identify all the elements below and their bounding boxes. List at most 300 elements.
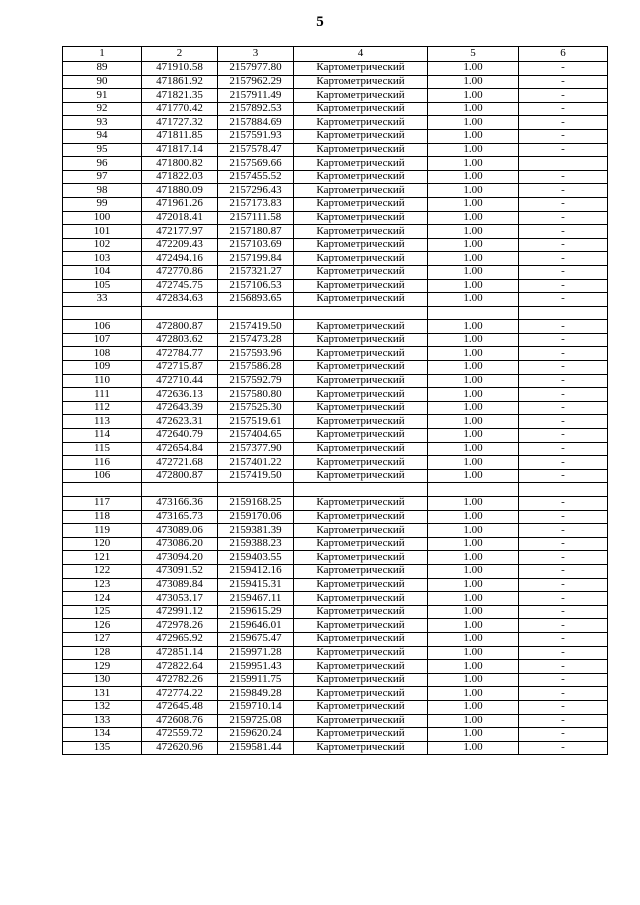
cell-method: Картометрический <box>294 605 428 619</box>
cell-note: - <box>519 497 608 511</box>
cell-x-coordinate: 472822.64 <box>142 660 218 674</box>
cell-point-number: 92 <box>63 102 142 116</box>
cell-accuracy: 1.00 <box>428 714 519 728</box>
cell-y-coordinate: 2157419.50 <box>218 469 294 483</box>
cell-x-coordinate: 472623.31 <box>142 415 218 429</box>
cell-method <box>294 483 428 497</box>
header-col-1: 1 <box>63 47 142 62</box>
cell-accuracy: 1.00 <box>428 129 519 143</box>
cell-y-coordinate: 2157569.66 <box>218 157 294 171</box>
cell-accuracy: 1.00 <box>428 225 519 239</box>
cell-method: Картометрический <box>294 143 428 157</box>
cell-point-number <box>63 306 142 320</box>
cell-point-number: 127 <box>63 632 142 646</box>
table-row <box>63 361 608 375</box>
cell-x-coordinate: 472645.48 <box>142 700 218 714</box>
cell-y-coordinate: 2159620.24 <box>218 728 294 742</box>
cell-method: Картометрический <box>294 279 428 293</box>
table-header-row <box>63 47 608 62</box>
cell-note: - <box>519 333 608 347</box>
cell-y-coordinate: 2156893.65 <box>218 293 294 307</box>
table-row <box>63 619 608 633</box>
table-row <box>63 741 608 755</box>
cell-method: Картометрический <box>294 102 428 116</box>
cell-note <box>519 306 608 320</box>
cell-method: Картометрический <box>294 741 428 755</box>
cell-note: - <box>519 89 608 103</box>
cell-note: - <box>519 687 608 701</box>
cell-point-number: 131 <box>63 687 142 701</box>
cell-method: Картометрический <box>294 456 428 470</box>
table-row <box>63 75 608 89</box>
cell-y-coordinate <box>218 306 294 320</box>
coordinates-table <box>62 46 608 755</box>
cell-point-number: 132 <box>63 700 142 714</box>
cell-accuracy <box>428 483 519 497</box>
cell-note: - <box>519 279 608 293</box>
cell-y-coordinate: 2159388.23 <box>218 537 294 551</box>
cell-y-coordinate: 2159725.08 <box>218 714 294 728</box>
cell-note: - <box>519 143 608 157</box>
cell-y-coordinate: 2157180.87 <box>218 225 294 239</box>
cell-note: - <box>519 510 608 524</box>
cell-y-coordinate: 2157525.30 <box>218 401 294 415</box>
cell-x-coordinate: 473091.52 <box>142 564 218 578</box>
cell-y-coordinate: 2159467.11 <box>218 592 294 606</box>
cell-method: Картометрический <box>294 333 428 347</box>
cell-point-number: 102 <box>63 238 142 252</box>
cell-note: - <box>519 102 608 116</box>
cell-y-coordinate: 2159710.14 <box>218 700 294 714</box>
table-row <box>63 279 608 293</box>
cell-x-coordinate: 472209.43 <box>142 238 218 252</box>
cell-point-number: 129 <box>63 660 142 674</box>
cell-point-number: 108 <box>63 347 142 361</box>
table-row <box>63 347 608 361</box>
cell-note: - <box>519 197 608 211</box>
table-row <box>63 456 608 470</box>
table-row <box>63 687 608 701</box>
cell-point-number: 110 <box>63 374 142 388</box>
cell-x-coordinate: 472559.72 <box>142 728 218 742</box>
cell-y-coordinate: 2159849.28 <box>218 687 294 701</box>
cell-note: - <box>519 578 608 592</box>
cell-note: - <box>519 415 608 429</box>
cell-accuracy: 1.00 <box>428 564 519 578</box>
table-row <box>63 415 608 429</box>
cell-x-coordinate: 473089.06 <box>142 524 218 538</box>
cell-point-number: 109 <box>63 361 142 375</box>
cell-accuracy: 1.00 <box>428 429 519 443</box>
cell-method: Картометрический <box>294 564 428 578</box>
cell-x-coordinate: 473086.20 <box>142 537 218 551</box>
cell-accuracy: 1.00 <box>428 592 519 606</box>
cell-x-coordinate: 471800.82 <box>142 157 218 171</box>
cell-accuracy: 1.00 <box>428 687 519 701</box>
table-row <box>63 62 608 76</box>
cell-point-number: 101 <box>63 225 142 239</box>
cell-y-coordinate: 2157578.47 <box>218 143 294 157</box>
cell-y-coordinate: 2157377.90 <box>218 442 294 456</box>
table-row <box>63 388 608 402</box>
cell-accuracy: 1.00 <box>428 143 519 157</box>
cell-point-number: 105 <box>63 279 142 293</box>
cell-method: Картометрический <box>294 265 428 279</box>
cell-x-coordinate: 472784.77 <box>142 347 218 361</box>
cell-method: Картометрический <box>294 170 428 184</box>
cell-note: - <box>519 347 608 361</box>
cell-accuracy: 1.00 <box>428 75 519 89</box>
cell-x-coordinate <box>142 483 218 497</box>
cell-x-coordinate: 472640.79 <box>142 429 218 443</box>
table-row <box>63 306 608 320</box>
cell-note: - <box>519 361 608 375</box>
cell-x-coordinate: 472715.87 <box>142 361 218 375</box>
cell-y-coordinate: 2157401.22 <box>218 456 294 470</box>
table-row <box>63 578 608 592</box>
cell-accuracy: 1.00 <box>428 252 519 266</box>
table-row <box>63 116 608 130</box>
cell-note: - <box>519 632 608 646</box>
cell-method: Картометрический <box>294 592 428 606</box>
cell-accuracy: 1.00 <box>428 605 519 619</box>
table-row <box>63 442 608 456</box>
cell-method: Картометрический <box>294 714 428 728</box>
cell-method: Картометрический <box>294 619 428 633</box>
cell-accuracy: 1.00 <box>428 632 519 646</box>
cell-method: Картометрический <box>294 62 428 76</box>
cell-x-coordinate: 473053.17 <box>142 592 218 606</box>
cell-note <box>519 483 608 497</box>
cell-accuracy: 1.00 <box>428 524 519 538</box>
cell-accuracy: 1.00 <box>428 469 519 483</box>
cell-accuracy: 1.00 <box>428 211 519 225</box>
cell-point-number: 104 <box>63 265 142 279</box>
cell-note: - <box>519 469 608 483</box>
cell-x-coordinate: 471822.03 <box>142 170 218 184</box>
cell-x-coordinate: 472745.75 <box>142 279 218 293</box>
cell-y-coordinate: 2159168.25 <box>218 497 294 511</box>
table-row <box>63 265 608 279</box>
cell-point-number: 33 <box>63 293 142 307</box>
cell-method: Картометрический <box>294 116 428 130</box>
cell-x-coordinate: 472965.92 <box>142 632 218 646</box>
cell-point-number: 118 <box>63 510 142 524</box>
cell-method: Картометрический <box>294 510 428 524</box>
cell-accuracy: 1.00 <box>428 497 519 511</box>
table-row <box>63 102 608 116</box>
cell-note: - <box>519 537 608 551</box>
cell-method: Картометрический <box>294 429 428 443</box>
cell-y-coordinate: 2157111.58 <box>218 211 294 225</box>
cell-note: - <box>519 374 608 388</box>
cell-point-number: 89 <box>63 62 142 76</box>
cell-x-coordinate: 472643.39 <box>142 401 218 415</box>
cell-accuracy: 1.00 <box>428 646 519 660</box>
cell-y-coordinate <box>218 483 294 497</box>
cell-method: Картометрический <box>294 469 428 483</box>
cell-point-number: 96 <box>63 157 142 171</box>
cell-accuracy: 1.00 <box>428 619 519 633</box>
cell-point-number: 107 <box>63 333 142 347</box>
cell-method: Картометрический <box>294 320 428 334</box>
cell-point-number: 130 <box>63 673 142 687</box>
cell-point-number: 135 <box>63 741 142 755</box>
cell-note: - <box>519 442 608 456</box>
cell-x-coordinate: 471727.32 <box>142 116 218 130</box>
cell-y-coordinate: 2157580.80 <box>218 388 294 402</box>
table-row <box>63 592 608 606</box>
cell-method: Картометрический <box>294 442 428 456</box>
cell-y-coordinate: 2157586.28 <box>218 361 294 375</box>
cell-point-number <box>63 483 142 497</box>
cell-point-number: 106 <box>63 320 142 334</box>
cell-note: - <box>519 741 608 755</box>
cell-accuracy: 1.00 <box>428 102 519 116</box>
cell-accuracy: 1.00 <box>428 401 519 415</box>
cell-accuracy <box>428 306 519 320</box>
cell-accuracy: 1.00 <box>428 388 519 402</box>
cell-method: Картометрический <box>294 374 428 388</box>
cell-x-coordinate: 471880.09 <box>142 184 218 198</box>
cell-y-coordinate: 2157455.52 <box>218 170 294 184</box>
cell-method: Картометрический <box>294 537 428 551</box>
cell-method: Картометрический <box>294 700 428 714</box>
cell-x-coordinate: 472774.22 <box>142 687 218 701</box>
cell-x-coordinate: 471770.42 <box>142 102 218 116</box>
cell-x-coordinate: 472991.12 <box>142 605 218 619</box>
table-row <box>63 673 608 687</box>
table-row <box>63 184 608 198</box>
cell-note: - <box>519 252 608 266</box>
cell-method: Картометрический <box>294 293 428 307</box>
cell-x-coordinate: 471910.58 <box>142 62 218 76</box>
cell-accuracy: 1.00 <box>428 265 519 279</box>
cell-point-number: 128 <box>63 646 142 660</box>
page-number: 5 <box>316 14 324 30</box>
table-row <box>63 728 608 742</box>
cell-accuracy: 1.00 <box>428 442 519 456</box>
cell-method: Картометрический <box>294 687 428 701</box>
cell-point-number: 126 <box>63 619 142 633</box>
cell-accuracy: 1.00 <box>428 537 519 551</box>
table-row <box>63 143 608 157</box>
cell-method: Картометрический <box>294 347 428 361</box>
cell-x-coordinate <box>142 306 218 320</box>
cell-x-coordinate: 471811.85 <box>142 129 218 143</box>
table-row <box>63 700 608 714</box>
cell-method: Картометрический <box>294 238 428 252</box>
cell-point-number: 119 <box>63 524 142 538</box>
table-row <box>63 129 608 143</box>
cell-method: Картометрический <box>294 75 428 89</box>
table-row <box>63 605 608 619</box>
cell-point-number: 106 <box>63 469 142 483</box>
cell-point-number: 122 <box>63 564 142 578</box>
cell-point-number: 114 <box>63 429 142 443</box>
cell-accuracy: 1.00 <box>428 551 519 565</box>
cell-x-coordinate: 473089.84 <box>142 578 218 592</box>
cell-note: - <box>519 429 608 443</box>
cell-y-coordinate: 2157103.69 <box>218 238 294 252</box>
cell-point-number: 116 <box>63 456 142 470</box>
cell-point-number: 123 <box>63 578 142 592</box>
cell-y-coordinate: 2157892.53 <box>218 102 294 116</box>
table-row <box>63 537 608 551</box>
cell-x-coordinate: 472770.86 <box>142 265 218 279</box>
cell-y-coordinate: 2159615.29 <box>218 605 294 619</box>
table-row <box>63 225 608 239</box>
cell-accuracy: 1.00 <box>428 700 519 714</box>
cell-note: - <box>519 320 608 334</box>
cell-method: Картометрический <box>294 401 428 415</box>
cell-note: - <box>519 401 608 415</box>
cell-y-coordinate: 2157591.93 <box>218 129 294 143</box>
cell-point-number: 93 <box>63 116 142 130</box>
cell-x-coordinate: 471961.26 <box>142 197 218 211</box>
cell-accuracy: 1.00 <box>428 293 519 307</box>
cell-note: - <box>519 646 608 660</box>
cell-y-coordinate: 2159911.75 <box>218 673 294 687</box>
cell-method: Картометрический <box>294 129 428 143</box>
cell-note: - <box>519 592 608 606</box>
cell-point-number: 117 <box>63 497 142 511</box>
cell-x-coordinate: 472018.41 <box>142 211 218 225</box>
table-row <box>63 170 608 184</box>
cell-accuracy: 1.00 <box>428 320 519 334</box>
cell-accuracy: 1.00 <box>428 184 519 198</box>
cell-y-coordinate: 2159971.28 <box>218 646 294 660</box>
table-row <box>63 524 608 538</box>
cell-accuracy: 1.00 <box>428 238 519 252</box>
cell-method: Картометрический <box>294 361 428 375</box>
cell-note: - <box>519 116 608 130</box>
table-row <box>63 157 608 171</box>
cell-method: Картометрический <box>294 157 428 171</box>
cell-x-coordinate: 471817.14 <box>142 143 218 157</box>
cell-x-coordinate: 473165.73 <box>142 510 218 524</box>
cell-point-number: 91 <box>63 89 142 103</box>
cell-point-number: 94 <box>63 129 142 143</box>
cell-y-coordinate: 2159381.39 <box>218 524 294 538</box>
table-row <box>63 660 608 674</box>
table-row <box>63 429 608 443</box>
table-row <box>63 374 608 388</box>
cell-accuracy: 1.00 <box>428 197 519 211</box>
cell-y-coordinate: 2157911.49 <box>218 89 294 103</box>
cell-note: - <box>519 129 608 143</box>
table-row <box>63 497 608 511</box>
cell-x-coordinate: 472620.96 <box>142 741 218 755</box>
header-col-4: 4 <box>294 47 428 62</box>
cell-y-coordinate: 2157199.84 <box>218 252 294 266</box>
cell-y-coordinate: 2157473.28 <box>218 333 294 347</box>
table-row <box>63 320 608 334</box>
cell-accuracy: 1.00 <box>428 116 519 130</box>
cell-accuracy: 1.00 <box>428 456 519 470</box>
cell-x-coordinate: 472494.16 <box>142 252 218 266</box>
cell-y-coordinate: 2159403.55 <box>218 551 294 565</box>
cell-note: - <box>519 456 608 470</box>
cell-y-coordinate: 2157519.61 <box>218 415 294 429</box>
cell-point-number: 115 <box>63 442 142 456</box>
cell-note: - <box>519 293 608 307</box>
cell-point-number: 134 <box>63 728 142 742</box>
table-row <box>63 714 608 728</box>
cell-y-coordinate: 2157977.80 <box>218 62 294 76</box>
cell-method <box>294 306 428 320</box>
cell-point-number: 112 <box>63 401 142 415</box>
cell-point-number: 99 <box>63 197 142 211</box>
cell-note <box>519 157 608 171</box>
cell-method: Картометрический <box>294 211 428 225</box>
cell-note: - <box>519 714 608 728</box>
table-row <box>63 293 608 307</box>
cell-method: Картометрический <box>294 252 428 266</box>
cell-accuracy: 1.00 <box>428 415 519 429</box>
cell-note: - <box>519 225 608 239</box>
cell-x-coordinate: 472978.26 <box>142 619 218 633</box>
table-row <box>63 646 608 660</box>
cell-note: - <box>519 75 608 89</box>
cell-method: Картометрический <box>294 524 428 538</box>
cell-point-number: 113 <box>63 415 142 429</box>
cell-point-number: 121 <box>63 551 142 565</box>
cell-y-coordinate: 2157296.43 <box>218 184 294 198</box>
cell-accuracy: 1.00 <box>428 347 519 361</box>
cell-note: - <box>519 660 608 674</box>
table-row <box>63 469 608 483</box>
cell-y-coordinate: 2157106.53 <box>218 279 294 293</box>
cell-method: Картометрический <box>294 632 428 646</box>
cell-point-number: 133 <box>63 714 142 728</box>
header-col-3: 3 <box>218 47 294 62</box>
cell-note: - <box>519 524 608 538</box>
table-row <box>63 510 608 524</box>
cell-x-coordinate: 472608.76 <box>142 714 218 728</box>
cell-x-coordinate: 471821.35 <box>142 89 218 103</box>
table-row <box>63 401 608 415</box>
cell-y-coordinate: 2159415.31 <box>218 578 294 592</box>
cell-note: - <box>519 265 608 279</box>
header-col-5: 5 <box>428 47 519 62</box>
cell-note: - <box>519 673 608 687</box>
cell-note: - <box>519 728 608 742</box>
cell-note: - <box>519 551 608 565</box>
cell-method: Картометрический <box>294 89 428 103</box>
cell-accuracy: 1.00 <box>428 741 519 755</box>
cell-method: Картометрический <box>294 646 428 660</box>
cell-point-number: 124 <box>63 592 142 606</box>
cell-note: - <box>519 564 608 578</box>
cell-accuracy: 1.00 <box>428 660 519 674</box>
cell-accuracy: 1.00 <box>428 374 519 388</box>
cell-method: Картометрический <box>294 497 428 511</box>
cell-x-coordinate: 473166.36 <box>142 497 218 511</box>
cell-y-coordinate: 2157173.83 <box>218 197 294 211</box>
cell-accuracy: 1.00 <box>428 62 519 76</box>
cell-x-coordinate: 472834.63 <box>142 293 218 307</box>
cell-accuracy: 1.00 <box>428 157 519 171</box>
cell-accuracy: 1.00 <box>428 89 519 103</box>
cell-note: - <box>519 619 608 633</box>
cell-point-number: 90 <box>63 75 142 89</box>
cell-y-coordinate: 2159581.44 <box>218 741 294 755</box>
header-col-6: 6 <box>519 47 608 62</box>
cell-y-coordinate: 2157884.69 <box>218 116 294 130</box>
cell-note: - <box>519 238 608 252</box>
cell-method: Картометрический <box>294 225 428 239</box>
